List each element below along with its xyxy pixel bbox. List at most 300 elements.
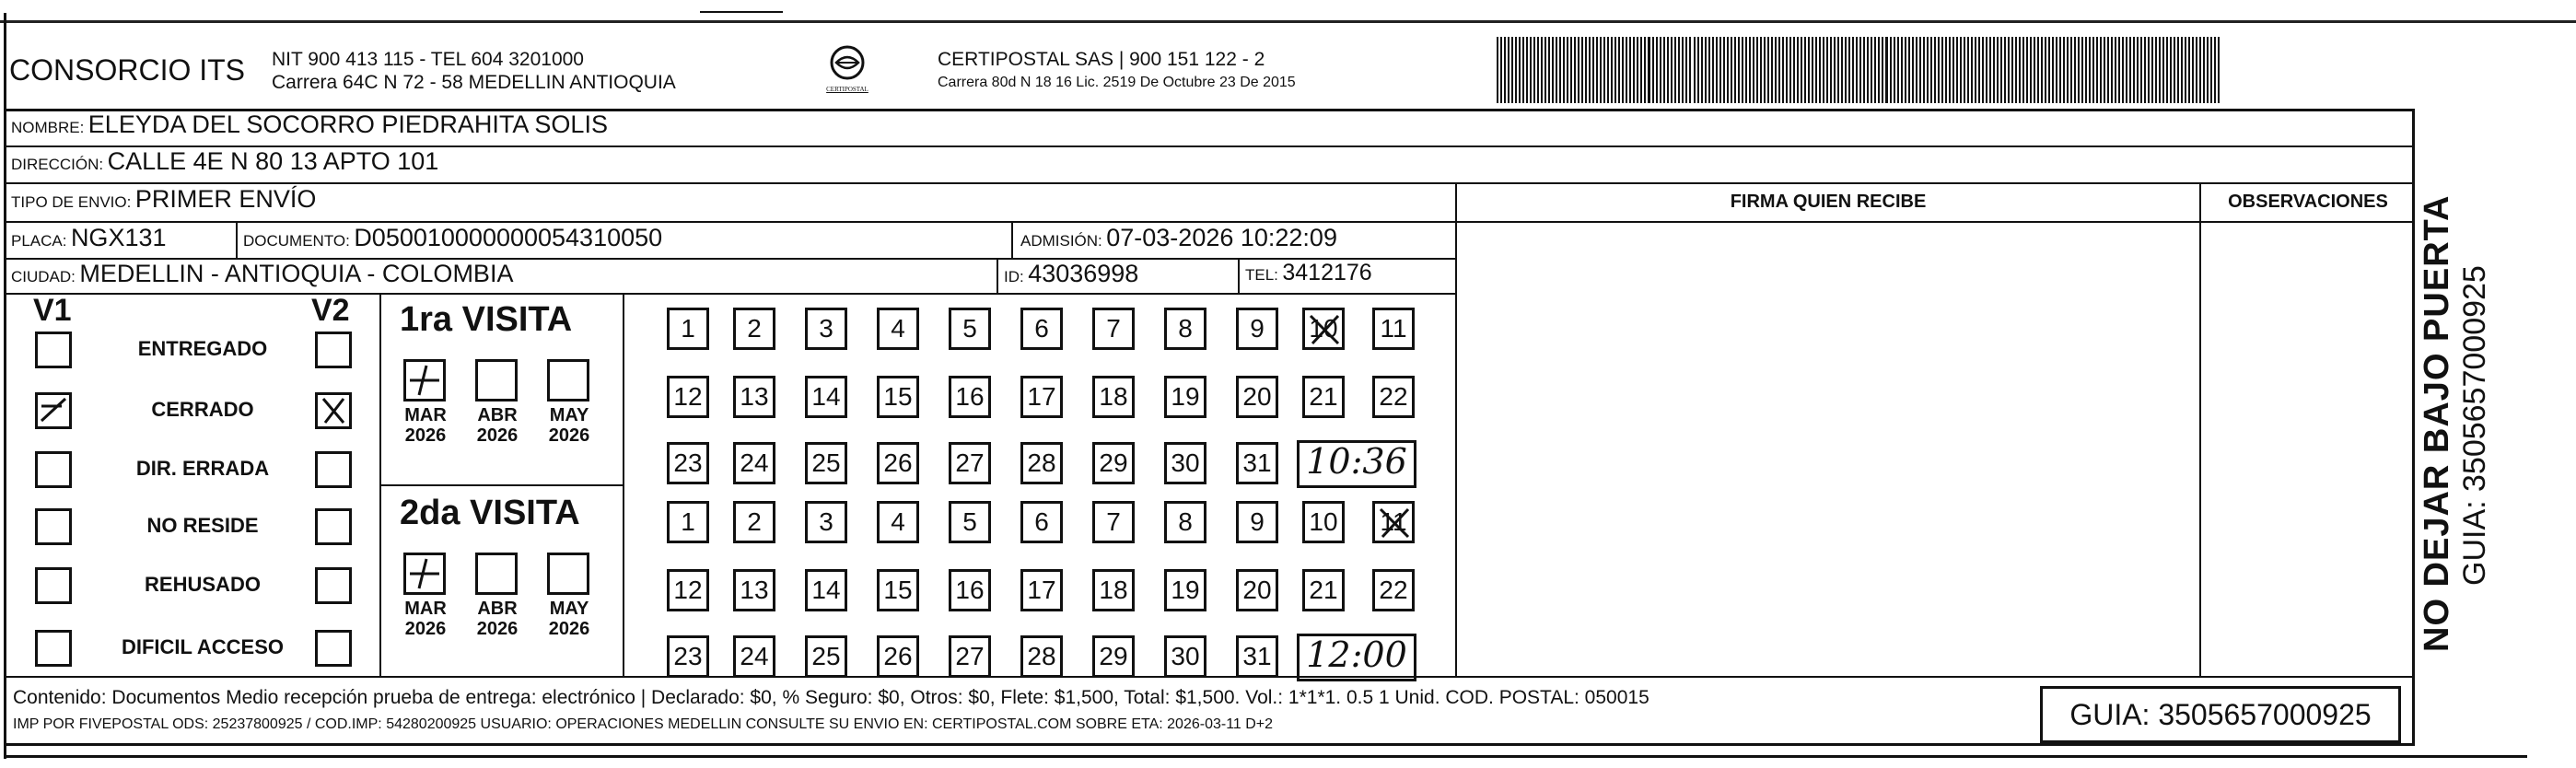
day-number: 2 <box>747 314 762 343</box>
barcode-bar <box>2015 37 2017 103</box>
second-visit-day-box[interactable] <box>1020 635 1063 678</box>
barcode-bar <box>1500 37 1502 103</box>
day-number: 30 <box>1171 642 1200 670</box>
barcode-bar <box>1660 37 1661 103</box>
barcode-bar <box>1504 37 1506 103</box>
first-visit-month-checkbox[interactable] <box>547 359 589 401</box>
second-visit-day-box[interactable] <box>805 635 847 678</box>
v2-checkbox[interactable] <box>315 332 352 368</box>
day-number: 21 <box>1309 576 1338 604</box>
barcode-bar <box>1878 37 1880 103</box>
barcode-bar <box>2151 37 2153 103</box>
row-divider <box>4 293 1457 295</box>
certipostal-address: Carrera 80d N 18 16 Lic. 2519 De Octubre 23 De 2015 <box>938 75 1296 90</box>
second-visit-day-box[interactable] <box>1092 635 1135 678</box>
day-number: 14 <box>811 576 841 604</box>
month-year: 2026 <box>404 425 447 446</box>
barcode-bar <box>1882 37 1883 103</box>
barcode-bar <box>1801 37 1802 103</box>
second-visit-day-box[interactable] <box>805 569 847 611</box>
day-number: 12 <box>673 382 703 411</box>
day-number: 22 <box>1379 382 1408 411</box>
barcode-bar <box>1848 37 1850 103</box>
barcode-bar <box>1871 37 1872 103</box>
direccion-label: DIRECCIÓN: <box>11 156 104 173</box>
first-visit-day-box[interactable] <box>667 308 709 350</box>
day-number: 24 <box>740 448 769 477</box>
status-label: NO RESIDE <box>146 514 259 537</box>
barcode-bar <box>2203 37 2205 103</box>
day-number: 7 <box>1106 314 1121 343</box>
first-visit-day-box[interactable] <box>1020 442 1063 484</box>
firma-header: FIRMA QUIEN RECIBE <box>1730 192 1927 212</box>
barcode-bar <box>1786 37 1788 103</box>
second-visit-day-box[interactable] <box>667 501 709 543</box>
barcode-bar <box>2126 37 2127 103</box>
second-visit-day-box[interactable] <box>877 569 919 611</box>
barcode-bar <box>1644 37 1646 103</box>
barcode-bar <box>1771 37 1773 103</box>
day-number: 19 <box>1171 382 1200 411</box>
first-visit-day-box[interactable] <box>667 442 709 484</box>
day-number: 25 <box>811 642 841 670</box>
second-visit-day-box[interactable] <box>1020 569 1063 611</box>
second-visit-day-box[interactable] <box>949 569 991 611</box>
status-label: ENTREGADO <box>137 337 268 360</box>
documento-label: DOCUMENTO: <box>243 232 350 250</box>
barcode-bar <box>1603 37 1605 103</box>
second-visit-day-box[interactable] <box>949 635 991 678</box>
first-visit-day-box[interactable] <box>667 376 709 418</box>
barcode-bar <box>1797 37 1799 103</box>
day-number: 18 <box>1099 576 1128 604</box>
barcode-bar <box>1760 37 1762 103</box>
id-value: 43036998 <box>1028 260 1139 287</box>
day-number: 3 <box>819 507 833 536</box>
barcode-bar <box>1626 37 1627 103</box>
footer-content: Contenido: Documentos Medio recepción prueba de entrega: electrónico | Declarado: $0, % Seguro: $0, Otros: $0, Flete: $1,500, Total: $1,500. Vol.: 1*1*1. 0.5 1 Unid. COD. POSTAL: 050015 <box>13 687 1649 708</box>
day-number: 29 <box>1099 448 1128 477</box>
second-visit-month-label <box>400 599 451 639</box>
barcode-bar <box>2011 37 2013 103</box>
day-number: 21 <box>1309 382 1338 411</box>
barcode-bar <box>1867 37 1869 103</box>
nit-line: NIT 900 413 115 - TEL 604 3201000 <box>272 49 584 70</box>
v1-checkbox[interactable] <box>35 332 72 368</box>
barcode-bar <box>1697 37 1699 103</box>
second-visit-day-box[interactable] <box>1302 569 1345 611</box>
barcode-bar <box>1945 37 1947 103</box>
admision-label: ADMISIÓN: <box>1020 232 1102 250</box>
day-number: 23 <box>673 642 703 670</box>
first-visit-day-box[interactable] <box>1164 308 1206 350</box>
first-visit-day-box[interactable] <box>949 376 991 418</box>
company-name: CONSORCIO ITS <box>9 53 246 87</box>
top-edge-dash <box>700 11 783 13</box>
admision-field <box>1020 224 1337 252</box>
v2-checkbox[interactable] <box>315 630 352 667</box>
barcode-bar <box>2008 37 2010 103</box>
v2-checkbox[interactable] <box>315 508 352 545</box>
id-label: ID: <box>1004 268 1024 285</box>
first-visit-day-box[interactable] <box>1164 376 1206 418</box>
barcode-bar <box>2085 37 2087 103</box>
day-number: 5 <box>962 507 977 536</box>
barcode-bar <box>1874 37 1876 103</box>
barcode-bar <box>1596 37 1598 103</box>
barcode-bar <box>2196 37 2197 103</box>
first-visit-day-box[interactable] <box>1372 376 1415 418</box>
second-visit-day-box[interactable] <box>877 501 919 543</box>
barcode-bar <box>2129 37 2131 103</box>
barcode-bar <box>2188 37 2190 103</box>
barcode-bar <box>2104 37 2105 103</box>
barcode-bar <box>1530 37 1532 103</box>
v1-checkbox[interactable] <box>35 630 72 667</box>
barcode-bar <box>1830 37 1832 103</box>
ciudad-label: CIUDAD: <box>11 268 76 285</box>
barcode-bar <box>2140 37 2142 103</box>
second-visit-day-box[interactable] <box>1236 501 1278 543</box>
first-visit-day-box[interactable] <box>1092 376 1135 418</box>
second-visit-day-box[interactable] <box>1164 635 1206 678</box>
second-visit-day-box[interactable] <box>1236 569 1278 611</box>
day-number: 3 <box>819 314 833 343</box>
day-number: 24 <box>740 642 769 670</box>
first-visit-day-box[interactable] <box>1236 376 1278 418</box>
v2-checkbox[interactable] <box>315 567 352 604</box>
first-visit-day-box[interactable] <box>949 308 991 350</box>
second-visit-day-box[interactable] <box>1302 501 1345 543</box>
first-visit-month-checkbox[interactable] <box>403 359 446 401</box>
first-visit-day-box[interactable] <box>805 308 847 350</box>
month-name: MAY <box>549 599 589 619</box>
barcode-bar <box>1742 37 1743 103</box>
day-number: 20 <box>1242 382 1272 411</box>
second-visit-day-box[interactable] <box>805 501 847 543</box>
documento-field <box>243 224 662 252</box>
day-number: 16 <box>955 382 985 411</box>
barcode-bar <box>1978 37 1980 103</box>
barcode-bar <box>2210 37 2212 103</box>
first-visit-day-box[interactable] <box>1164 442 1206 484</box>
first-visit-day-box[interactable] <box>1236 442 1278 484</box>
second-visit-day-box[interactable] <box>1092 501 1135 543</box>
barcode-bar <box>1563 37 1565 103</box>
barcode-bar <box>1656 37 1658 103</box>
barcode-bar <box>1708 37 1710 103</box>
first-visit-day-box[interactable] <box>1092 442 1135 484</box>
barcode-bar <box>1919 37 1921 103</box>
status-label: CERRADO <box>151 398 254 421</box>
barcode-bar <box>1952 37 1954 103</box>
day-number: 26 <box>883 448 913 477</box>
day-number: 13 <box>740 576 769 604</box>
col-divider <box>1455 182 1457 676</box>
month-name: MAR <box>404 599 447 619</box>
day-number: 17 <box>1027 382 1056 411</box>
day-number: 11 <box>1380 507 1407 536</box>
barcode-bar <box>1567 37 1568 103</box>
barcode-bar <box>2122 37 2124 103</box>
barcode-bar <box>1859 37 1861 103</box>
nombre-field <box>11 111 608 139</box>
side-warning: NO DEJAR BAJO PUERTA <box>2418 194 2456 652</box>
barcode-bar <box>1533 37 1535 103</box>
barcode-bar <box>1841 37 1843 103</box>
barcode-bar <box>1789 37 1791 103</box>
barcode-bar <box>1764 37 1766 103</box>
first-visit-day-box[interactable] <box>733 376 775 418</box>
first-visit-title: 1ra VISITA <box>400 300 573 339</box>
second-visit-month-checkbox[interactable] <box>403 553 446 595</box>
barcode-bar <box>1852 37 1854 103</box>
second-visit-day-box[interactable] <box>1164 501 1206 543</box>
day-number: 9 <box>1250 314 1265 343</box>
barcode-bar <box>1712 37 1714 103</box>
barcode-bar <box>1723 37 1725 103</box>
barcode-bar <box>2218 37 2220 103</box>
barcode-bar <box>1775 37 1777 103</box>
first-visit-day-box[interactable] <box>733 442 775 484</box>
first-visit-day-box[interactable] <box>949 442 991 484</box>
barcode-bar <box>1812 37 1813 103</box>
day-number: 8 <box>1178 507 1193 536</box>
barcode-bar <box>2056 37 2057 103</box>
second-visit-title: 2da VISITA <box>400 494 580 532</box>
month-name: ABR <box>477 405 518 425</box>
second-visit-day-box[interactable] <box>1092 569 1135 611</box>
barcode-bar <box>1916 37 1917 103</box>
cross-mark-icon <box>318 395 349 426</box>
barcode-bar <box>2118 37 2120 103</box>
second-visit-month-checkbox[interactable] <box>547 553 589 595</box>
second-visit-day-box[interactable] <box>877 635 919 678</box>
barcode-bar <box>1930 37 1932 103</box>
barcode-bar <box>1782 37 1784 103</box>
tipo-field <box>11 185 316 214</box>
barcode-bar <box>1607 37 1609 103</box>
day-number: 10 <box>1309 507 1338 536</box>
second-visit-day-box[interactable] <box>667 569 709 611</box>
status-label: DIR. ERRADA <box>135 457 270 480</box>
barcode-bar <box>1663 37 1665 103</box>
barcode-bar <box>1982 37 1984 103</box>
barcode-bar <box>2019 37 2021 103</box>
first-visit-day-box[interactable] <box>1092 308 1135 350</box>
barcode-bar <box>1823 37 1824 103</box>
barcode-bar <box>2048 37 2050 103</box>
barcode-bar <box>1815 37 1817 103</box>
footer-imp: IMP POR FIVEPOSTAL ODS: 25237800925 / COD.IMP: 54280200925 USUARIO: OPERACIONES MEDELLIN CONSULTE SU ENVIO EN: CERTIPOSTAL.COM SOBRE ETA: 2026-03-11 D+2 <box>13 716 1274 732</box>
barcode-bar <box>2137 37 2139 103</box>
first-visit-day-box[interactable] <box>1020 376 1063 418</box>
barcode-bar <box>2081 37 2083 103</box>
first-visit-day-box[interactable] <box>1302 376 1345 418</box>
barcode-bar <box>1941 37 1943 103</box>
barcode-bar <box>1960 37 1962 103</box>
barcode-bar <box>2022 37 2024 103</box>
second-visit-day-box[interactable] <box>1020 501 1063 543</box>
month-name: ABR <box>477 599 518 619</box>
barcode-bar <box>1548 37 1550 103</box>
barcode-bar <box>2000 37 2002 103</box>
barcode-bar <box>1901 37 1903 103</box>
day-number: 12 <box>673 576 703 604</box>
barcode-bar <box>1556 37 1557 103</box>
ciudad-field <box>11 260 513 288</box>
barcode-bar <box>1689 37 1691 103</box>
barcode-bar <box>1894 37 1895 103</box>
day-number: 27 <box>955 642 985 670</box>
barcode-bar <box>2063 37 2065 103</box>
barcode-bar <box>2144 37 2146 103</box>
barcode-bar <box>2052 37 2054 103</box>
day-number: 28 <box>1027 448 1056 477</box>
first-visit-handwritten-time: 10:36 <box>1306 441 1407 482</box>
day-number: 30 <box>1171 448 1200 477</box>
barcode-bar <box>2041 37 2043 103</box>
v1-checkbox[interactable] <box>35 451 72 488</box>
placa-label: PLACA: <box>11 232 67 250</box>
day-number: 1 <box>681 507 695 536</box>
footer-top <box>4 676 2415 678</box>
barcode-bar <box>1949 37 1951 103</box>
day-number: 13 <box>740 382 769 411</box>
barcode-bar <box>1845 37 1847 103</box>
barcode-bar <box>2045 37 2046 103</box>
barcode-bar <box>1716 37 1718 103</box>
barcode-bar <box>1592 37 1594 103</box>
barcode-bar <box>1618 37 1620 103</box>
barcode-bar <box>2074 37 2076 103</box>
barcode-bar <box>1856 37 1858 103</box>
logo-caption: CERTIPOSTAL <box>826 86 868 93</box>
second-visit-month-label <box>472 599 523 639</box>
barcode-bar <box>1964 37 1965 103</box>
observaciones-header: OBSERVACIONES <box>2228 192 2388 212</box>
second-visit-day-box[interactable] <box>1164 569 1206 611</box>
footer-guia: GUIA: 3505657000925 <box>2040 686 2401 743</box>
month-name: MAR <box>404 405 447 425</box>
barcode-bar <box>2078 37 2080 103</box>
day-number: 20 <box>1242 576 1272 604</box>
barcode-bar <box>1585 37 1587 103</box>
first-visit-day-box[interactable] <box>877 308 919 350</box>
company-address: Carrera 64C N 72 - 58 MEDELLIN ANTIOQUIA <box>272 72 676 93</box>
v2-checkbox[interactable] <box>315 451 352 488</box>
barcode-bar <box>2037 37 2039 103</box>
day-number: 18 <box>1099 382 1128 411</box>
v2-checkbox[interactable] <box>315 392 352 429</box>
day-number: 17 <box>1027 576 1056 604</box>
barcode-bar <box>2185 37 2186 103</box>
day-number: 6 <box>1034 507 1049 536</box>
first-visit-month-checkbox[interactable] <box>475 359 518 401</box>
tel-field <box>1245 260 1372 286</box>
day-number: 15 <box>883 382 913 411</box>
barcode-bar <box>2181 37 2183 103</box>
barcode-bar <box>1908 37 1910 103</box>
row-divider <box>4 182 2415 184</box>
first-visit-day-box[interactable] <box>805 442 847 484</box>
day-number: 7 <box>1106 507 1121 536</box>
second-visit-day-box[interactable] <box>733 635 775 678</box>
second-visit-day-box[interactable] <box>1236 635 1278 678</box>
barcode-bar <box>1640 37 1642 103</box>
barcode-bar <box>2115 37 2116 103</box>
barcode-bar <box>2107 37 2109 103</box>
check-mark-icon <box>406 362 443 399</box>
day-number: 19 <box>1171 576 1200 604</box>
barcode-bar <box>1559 37 1561 103</box>
barcode-bar <box>1497 37 1498 103</box>
v1-checkbox[interactable] <box>35 567 72 604</box>
first-visit-day-box[interactable] <box>877 376 919 418</box>
barcode-bar <box>1678 37 1680 103</box>
second-visit-day-box[interactable] <box>733 569 775 611</box>
second-visit-month-checkbox[interactable] <box>475 553 518 595</box>
barcode-bar <box>1938 37 1940 103</box>
second-visit-time-box[interactable] <box>1297 634 1416 681</box>
month-year: 2026 <box>476 619 519 639</box>
barcode-bar <box>1971 37 1973 103</box>
barcode-bar <box>1581 37 1583 103</box>
v1-checkbox[interactable] <box>35 508 72 545</box>
barcode-bar <box>1515 37 1517 103</box>
barcode-bar <box>2070 37 2072 103</box>
first-visit-month-label <box>472 405 523 446</box>
check-mark-icon <box>38 395 69 426</box>
first-visit-day-box[interactable] <box>1236 308 1278 350</box>
day-number: 31 <box>1242 642 1272 670</box>
first-visit-day-box[interactable] <box>1302 308 1345 350</box>
bottom-edge <box>4 755 2527 758</box>
barcode-bar <box>1837 37 1839 103</box>
second-visit-day-box[interactable] <box>1372 501 1415 543</box>
col-divider <box>2199 182 2201 676</box>
barcode-bar <box>1890 37 1892 103</box>
barcode-bar <box>2214 37 2216 103</box>
second-visit-day-box[interactable] <box>733 501 775 543</box>
first-visit-day-box[interactable] <box>1020 308 1063 350</box>
barcode-bar <box>2162 37 2164 103</box>
barcode-bar <box>1570 37 1572 103</box>
v1-label: V1 <box>33 293 72 328</box>
second-visit-day-box[interactable] <box>1372 569 1415 611</box>
first-visit-day-box[interactable] <box>1372 308 1415 350</box>
month-year: 2026 <box>476 425 519 446</box>
visit-divider <box>623 293 624 676</box>
second-visit-day-box[interactable] <box>949 501 991 543</box>
first-visit-month-label <box>543 405 595 446</box>
barcode-bar <box>1804 37 1806 103</box>
second-visit-day-box[interactable] <box>667 635 709 678</box>
first-visit-day-box[interactable] <box>733 308 775 350</box>
barcode <box>1497 37 2224 103</box>
first-visit-time-box[interactable] <box>1297 440 1416 488</box>
first-visit-day-box[interactable] <box>805 376 847 418</box>
day-number: 27 <box>955 448 985 477</box>
barcode-bar <box>1986 37 1987 103</box>
first-visit-day-box[interactable] <box>877 442 919 484</box>
barcode-bar <box>2170 37 2172 103</box>
barcode-bar <box>2092 37 2094 103</box>
barcode-bar <box>1897 37 1899 103</box>
v1-checkbox[interactable] <box>35 392 72 429</box>
day-number: 1 <box>681 314 695 343</box>
barcode-bar <box>1927 37 1929 103</box>
